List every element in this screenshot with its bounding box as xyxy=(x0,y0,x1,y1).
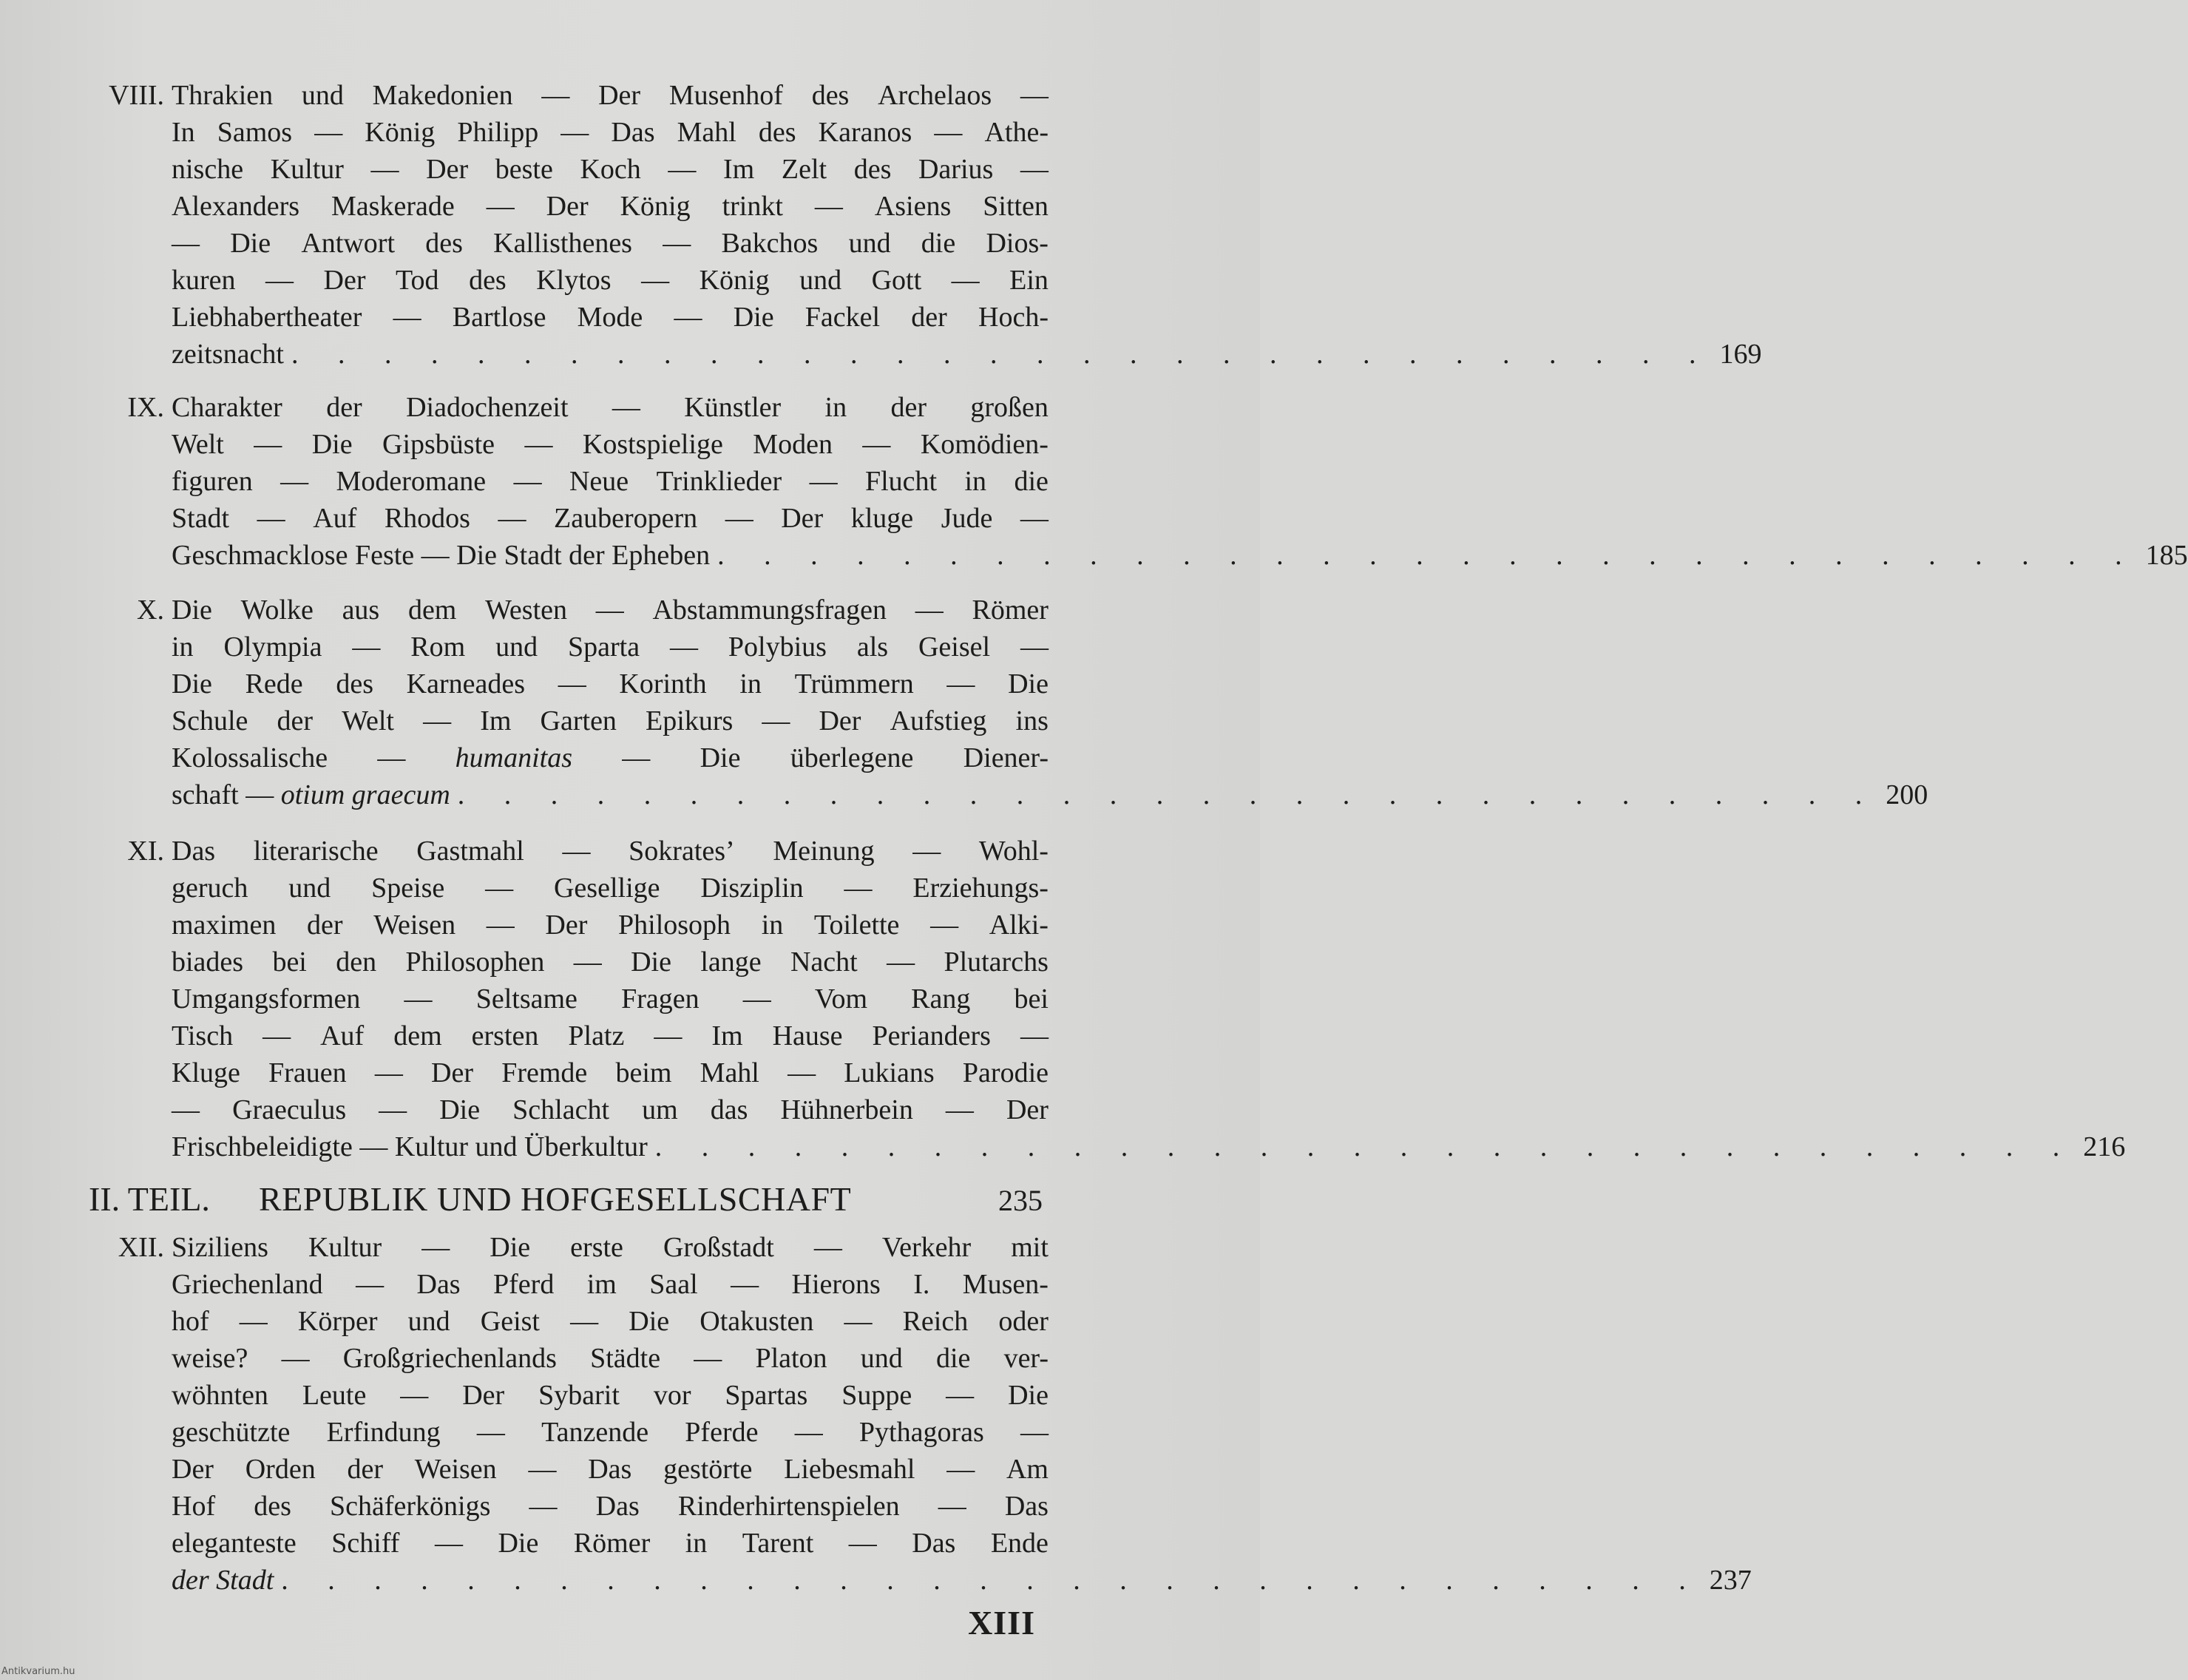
toc-line-text: Geschmacklose Feste — Die Stadt der Epheben xyxy=(172,540,711,571)
toc-line: — Graeculus — Die Schlacht um das Hühnerbein — Der xyxy=(172,1094,1049,1125)
toc-line: Liebhabertheater — Bartlose Mode — Die Fackel der Hoch- xyxy=(172,302,1049,333)
toc-line: Tisch — Auf dem ersten Platz — Im Hause Perianders — xyxy=(172,1020,1049,1051)
chapter-number: X. xyxy=(137,595,164,626)
page-number: 169 xyxy=(1719,339,1762,370)
toc-line-text: zeitsnacht xyxy=(172,339,284,370)
toc-line: Das literarische Gastmahl — Sokrates’ Meinung — Wohl- xyxy=(172,836,1049,867)
toc-line-text: der Stadt xyxy=(172,1565,274,1596)
chapter-text xyxy=(172,1229,1752,1599)
dot-leader: . . . . . . . . . . . . . . . . . . . . . . . . . . . . . . . xyxy=(654,1131,2076,1162)
toc-last-line xyxy=(172,537,2188,574)
toc-line: Welt — Die Gipsbüste — Kostspielige Moden — Komödien- xyxy=(172,429,1049,460)
dot-leader: . . . . . . . . . . . . . . . . . . . . . . . . . . . . . . . xyxy=(457,779,1879,810)
toc-line: Charakter der Diadochenzeit — Künstler in der großen xyxy=(172,392,1049,423)
toc-line: Die Rede des Karneades — Korinth in Trümmern — Die xyxy=(172,668,1049,700)
toc-line: figuren — Moderomane — Neue Trinklieder — Flucht in die xyxy=(172,466,1049,497)
toc-line: Umgangsformen — Seltsame Fragen — Vom Rang bei xyxy=(172,983,1049,1015)
toc-line: maximen der Weisen — Der Philosoph in Toilette — Alki- xyxy=(172,910,1049,941)
toc-line: Kolossalische — humanitas — Die überlegene Diener- xyxy=(172,742,1049,773)
page-number: 216 xyxy=(2083,1131,2126,1162)
dot-leader: . . . . . . . . . . . . . . . . . . . . . . . . . . . . . . . xyxy=(291,339,1713,370)
part-heading xyxy=(89,1179,1043,1222)
toc-line: In Samos — König Philipp — Das Mahl des Karanos — Athe- xyxy=(172,117,1049,148)
toc-line: geschützte Erfindung — Tanzende Pferde — Pythagoras — xyxy=(172,1417,1049,1448)
toc-last-line xyxy=(172,1562,1752,1599)
toc-line: wöhnten Leute — Der Sybarit vor Spartas Suppe — Die xyxy=(172,1380,1049,1411)
dot-leader: . . . . . . . . . . . . . . . . . . . . . . . . . . . . . . . xyxy=(717,540,2138,571)
dot-leader: . . . . . . . . . . . . . . . . . . . . . . . . . . . . . . . xyxy=(281,1565,1702,1596)
part-title: REPUBLIK UND HOFGESELLSCHAFT xyxy=(259,1180,852,1218)
toc-line: geruch und Speise — Gesellige Disziplin — Erziehungs- xyxy=(172,873,1049,904)
toc-last-line xyxy=(172,336,1762,373)
toc-line: nische Kultur — Der beste Koch — Im Zelt des Darius — xyxy=(172,154,1049,185)
toc-line: Stadt — Auf Rhodos — Zauberopern — Der kluge Jude — xyxy=(172,503,1049,534)
chapter-number: XI. xyxy=(127,836,164,867)
toc-line: biades bei den Philosophen — Die lange Nacht — Plutarchs xyxy=(172,946,1049,978)
toc-line: eleganteste Schiff — Die Römer in Tarent — Das Ende xyxy=(172,1528,1049,1559)
toc-line-text: Frischbeleidigte — Kultur und Überkultur xyxy=(172,1131,648,1162)
toc-line: Schule der Welt — Im Garten Epikurs — Der Aufstieg ins xyxy=(172,705,1049,736)
chapter-text xyxy=(172,389,2188,574)
toc-line: in Olympia — Rom und Sparta — Polybius als Geisel — xyxy=(172,631,1049,663)
watermark: Antikvarium.hu xyxy=(1,1666,75,1677)
chapter-number: VIII. xyxy=(109,80,164,111)
toc-line: kuren — Der Tod des Klytos — König und Gott — Ein xyxy=(172,265,1049,296)
toc-line: hof — Körper und Geist — Die Otakusten — Reich oder xyxy=(172,1306,1049,1337)
page-number: 185 xyxy=(2145,540,2188,571)
toc-line: weise? — Großgriechenlands Städte — Platon und die ver- xyxy=(172,1343,1049,1374)
page-number: 235 xyxy=(998,1184,1043,1217)
part-label: II. TEIL. xyxy=(89,1180,210,1218)
toc-last-line xyxy=(172,1128,2126,1165)
page-number: 200 xyxy=(1886,779,1928,810)
toc-line: Hof des Schäferkönigs — Das Rinderhirtenspielen — Das xyxy=(172,1491,1049,1522)
chapter-number: IX. xyxy=(127,392,164,423)
toc-line: Die Wolke aus dem Westen — Abstammungsfragen — Römer xyxy=(172,595,1049,626)
toc-line: Griechenland — Das Pferd im Saal — Hierons I. Musen- xyxy=(172,1269,1049,1300)
toc-line: Siziliens Kultur — Die erste Großstadt — Verkehr mit xyxy=(172,1232,1049,1263)
chapter-text xyxy=(172,592,1928,813)
toc-last-line xyxy=(172,776,1928,813)
folio-page-number: XIII xyxy=(968,1604,1035,1642)
toc-line: Thrakien und Makedonien — Der Musenhof des Archelaos — xyxy=(172,80,1049,111)
toc-line: Kluge Frauen — Der Fremde beim Mahl — Lukians Parodie xyxy=(172,1057,1049,1088)
toc-line: — Die Antwort des Kallisthenes — Bakchos und die Dios- xyxy=(172,228,1049,259)
chapter-number: XII. xyxy=(118,1232,164,1263)
page-number: 237 xyxy=(1709,1565,1752,1596)
toc-line: Der Orden der Weisen — Das gestörte Liebesmahl — Am xyxy=(172,1454,1049,1485)
toc-line-text: schaft — otium graecum xyxy=(172,779,450,810)
chapter-text xyxy=(172,77,1762,373)
chapter-text xyxy=(172,833,2126,1165)
toc-line: Alexanders Maskerade — Der König trinkt — Asiens Sitten xyxy=(172,191,1049,222)
